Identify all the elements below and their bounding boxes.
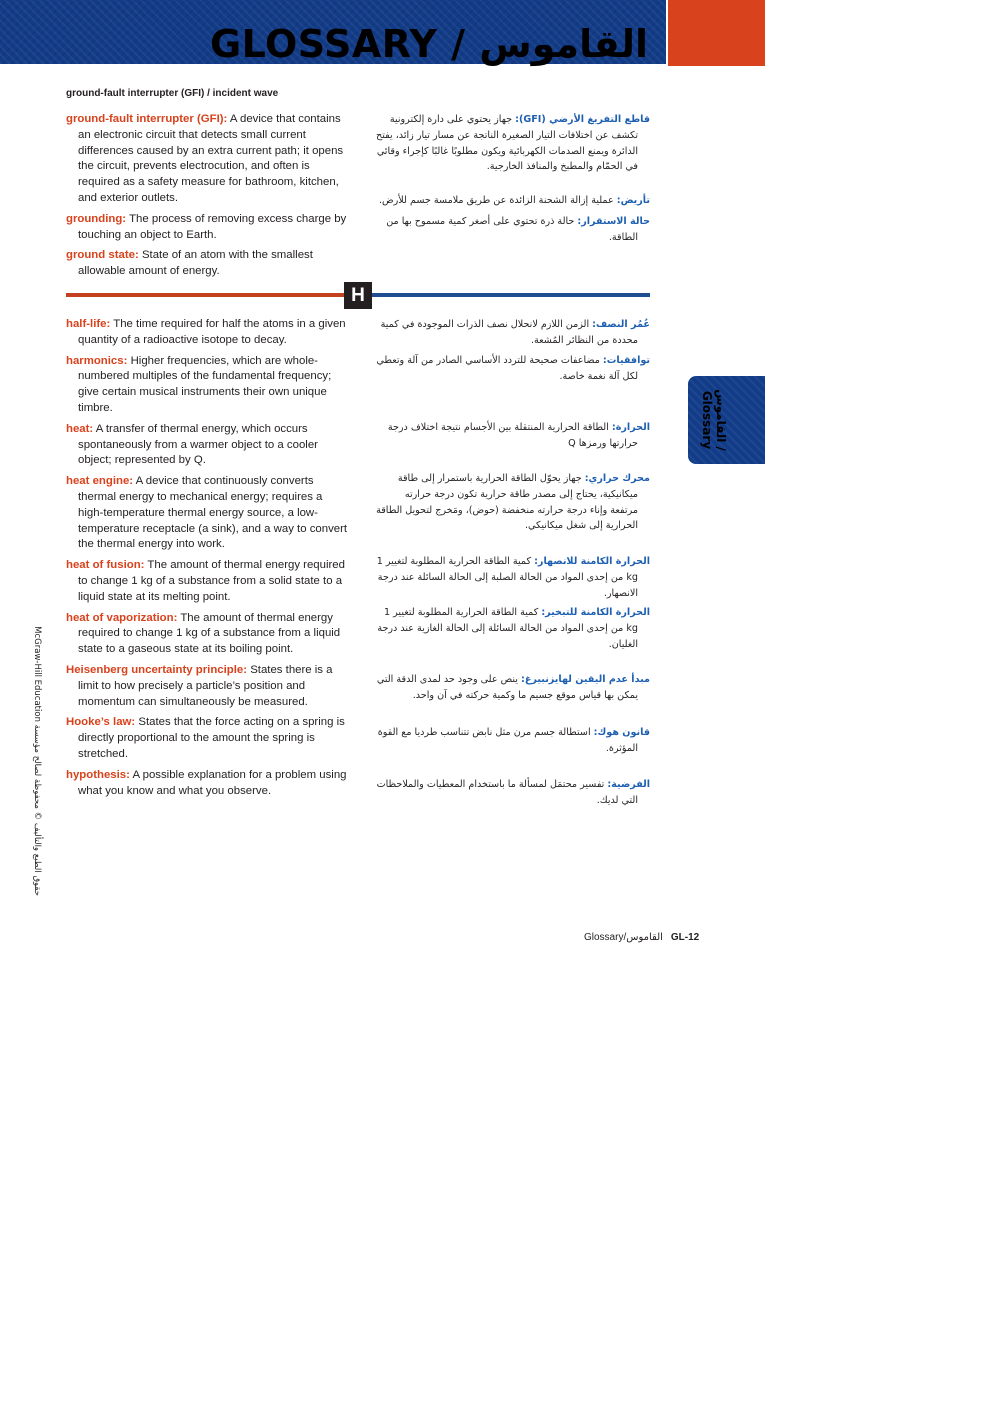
glossary-entry-arabic — [376, 420, 650, 452]
glossary-definition-arabic: جهاز يحتوي على دارة إلكترونية تكشف عن اختلافات التيار الصغيرة الناتجة عن مسار تيار زائد، يفتح الدائرة ويمنع الصدمات الكهربائية ويكون مطلوبًا غالبًا كإجراء وقائي في الحمّام والمطبخ والمنافذ الخارجية. — [376, 114, 638, 173]
glossary-term-arabic: محرك حراري: — [584, 473, 650, 484]
glossary-side-tab — [688, 376, 765, 464]
glossary-term: hypothesis: — [66, 768, 130, 781]
glossary-definition-arabic: تفسير محتمَل لمسألة ما باستخدام المعطيات والملاحظات التي لديك. — [376, 779, 638, 806]
glossary-definition: State of an atom with the smallest allowable amount of energy. — [78, 249, 313, 278]
glossary-term-arabic: مبدأ عدم اليقين لهايزنبيرغ: — [521, 674, 650, 685]
glossary-term-arabic: قانون هوك: — [593, 727, 650, 738]
glossary-definition: Higher frequencies, which are whole-numbered multiples of the fundamental frequency; give certain musical instruments their own unique timbre. — [78, 354, 332, 414]
glossary-definition-arabic: ينص على وجود حد لمدى الدقة التي يمكن بها قياس موقع جسيم ما وكمية حركته في آن واحد. — [376, 674, 638, 701]
glossary-entry-arabic — [376, 554, 650, 601]
glossary-entry-arabic — [376, 777, 650, 809]
glossary-term-arabic: الحرارة: — [611, 422, 650, 433]
glossary-entry-arabic — [376, 471, 650, 534]
glossary-term: harmonics: — [66, 354, 128, 367]
glossary-term: ground state: — [66, 249, 139, 262]
section-h-arabic-2 — [376, 420, 650, 452]
glossary-entry — [66, 248, 348, 280]
header-band — [0, 0, 666, 66]
glossary-term: Hooke’s law: — [66, 716, 136, 729]
glossary-definition: States there is a limit to how precisely a particle’s position and momentum can simultaneously be measured. — [78, 663, 333, 708]
section-h-arabic-6 — [376, 672, 650, 704]
glossary-definition: A device that continuously converts thermal energy to mechanical energy; requires a high-temperature thermal energy source, a low-temperature receptacle (a sink), and a way to convert the thermal energy into work. — [78, 475, 348, 551]
glossary-definition: States that the force acting on a spring is directly proportional to the amount the spring is stretched. — [78, 716, 345, 760]
glossary-definition-arabic: الزمن اللازم لانحلال نصف الذرات الموجودة في كمية محددة من النظائر المُشعة. — [380, 319, 638, 346]
glossary-entry — [66, 354, 348, 417]
glossary-definition: The process of removing excess charge by touching an object to Earth. — [78, 212, 347, 241]
footer-label: Glossary/القاموس — [584, 932, 663, 943]
section-h-arabic-8 — [376, 777, 650, 809]
section-h-english — [66, 317, 348, 799]
section-h-arabic-3 — [376, 471, 650, 534]
side-tab-english: Glossary — [700, 390, 714, 450]
glossary-definition: The amount of thermal energy required to change 1 kg of a substance from a liquid state to a gaseous state at its boiling point. — [78, 611, 341, 656]
glossary-definition: The amount of thermal energy required to change 1 kg of a substance from a solid state to a liquid state at its melting point. — [78, 559, 345, 603]
page-footer — [584, 932, 699, 943]
glossary-definition-arabic: كمية الطاقة الحرارية المطلوبة لتغيير 1 kg من إحدى المواد من الحالة السائلة إلى الحالة الغازية عند درجة الغليان. — [377, 607, 638, 650]
divider-rule-left — [66, 293, 344, 297]
glossary-entry-arabic — [376, 725, 650, 757]
glossary-term-arabic: حالة الاستقرار: — [577, 215, 650, 227]
glossary-entry — [66, 474, 348, 553]
glossary-entry-arabic — [376, 353, 650, 385]
section-h-arabic-5 — [376, 605, 650, 652]
section-letter: H — [344, 282, 372, 309]
header-accent-block — [668, 0, 765, 66]
glossary-term: ground-fault interrupter (GFI): — [66, 113, 228, 125]
glossary-definition: A transfer of thermal energy, which occurs spontaneously from a warmer object to a cooler object; represented by Q. — [78, 422, 318, 467]
glossary-definition: The time required for half the atoms in a given quantity of a radioactive isotope to decay. — [78, 318, 346, 346]
section-h-arabic-0 — [376, 317, 650, 349]
glossary-entry — [66, 558, 348, 605]
section-h-arabic-7 — [376, 725, 650, 757]
glossary-term: half-life: — [66, 318, 111, 330]
glossary-term-arabic: الحرارة الكامنة للانصهار: — [534, 556, 650, 567]
glossary-definition-arabic: الطاقة الحرارية المنتقلة بين الأجسام نتيجة اختلاف درجة حرارتها ورمزها Q — [387, 422, 638, 449]
glossary-term-arabic: قاطع التفريغ الأرضي (GFI): — [515, 114, 650, 125]
glossary-entry — [66, 663, 348, 710]
glossary-term-arabic: الفرضية: — [607, 779, 650, 790]
glossary-term: Heisenberg uncertainty principle: — [66, 663, 248, 676]
glossary-term: heat engine: — [66, 475, 134, 488]
side-tab-label — [700, 376, 728, 464]
glossary-entry-arabic — [376, 605, 650, 652]
glossary-definition-arabic: مضاعفات صحيحة للتردد الأساسي الصادر من آلة وتعطي لكل آلة نغمة خاصة. — [376, 355, 638, 382]
glossary-entry — [66, 212, 348, 244]
section-g-arabic — [376, 112, 650, 246]
copyright-notice: حقوق الطبع والتأليف © محفوظة لصالح مؤسسة McGraw-Hill Education — [32, 626, 42, 896]
section-h-arabic-1 — [376, 353, 650, 385]
glossary-term-arabic: تأريض: — [616, 195, 650, 207]
glossary-term-arabic: عُمُر النصف: — [592, 319, 650, 330]
glossary-entry — [66, 112, 348, 207]
letter-divider — [66, 282, 650, 310]
glossary-entry — [66, 715, 348, 762]
glossary-term-arabic: توافقيات: — [602, 355, 650, 366]
divider-rule-right — [372, 293, 650, 297]
section-h-arabic-4 — [376, 554, 650, 601]
glossary-term: grounding: — [66, 212, 127, 225]
page-title: GLOSSARY / القاموس — [209, 22, 648, 66]
glossary-entry-arabic — [376, 112, 650, 175]
glossary-entry — [66, 768, 348, 800]
glossary-definition: A device that contains an electronic circuit that detects small current differences caused by an extra current path; it opens the circuit, prevents electrocution, and often is required as a safety measure for bathroom, kitchen, and exterior outlets. — [78, 113, 344, 204]
glossary-entry-arabic — [376, 317, 650, 349]
glossary-term: heat: — [66, 422, 94, 435]
glossary-definition-arabic: حالة ذرة تحتوي على أصغر كمية مسموح بها من الطاقة. — [386, 215, 638, 243]
glossary-definition-arabic: عملية إزالة الشحنة الزائدة عن طريق ملامسة جسم للأرض. — [378, 195, 617, 207]
page-number: GL-12 — [670, 932, 700, 943]
guide-words: ground-fault interrupter (GFI) / incident wave — [66, 88, 279, 99]
glossary-entry-arabic — [376, 214, 650, 246]
glossary-term-arabic: الحرارة الكامنة للتبخير: — [541, 607, 650, 618]
glossary-entry-arabic — [376, 193, 650, 209]
glossary-definition-arabic: جهاز يحوّل الطاقة الحرارية باستمرار إلى طاقة ميكانيكية، يحتاج إلى مصدر طاقة حرارية تكون درجة حرارته مرتفعة وإناء درجة حرارته منخفضة (حوض)، ومَخرج لتحويل الطاقة الحرارية إلى شغل ميكانيكي. — [376, 473, 638, 532]
glossary-term: heat of fusion: — [66, 559, 145, 572]
glossary-definition-arabic: كمية الطاقة الحرارية المطلوبة لتغيير 1 kg من إحدى المواد من الحالة الصلبة إلى الحالة السائلة عند درجة الانصهار. — [376, 556, 638, 599]
side-tab-arabic: القاموس / — [714, 389, 728, 451]
glossary-definition: A possible explanation for a problem using what you know and what you observe. — [78, 768, 347, 797]
glossary-entry — [66, 317, 348, 349]
glossary-entry — [66, 422, 348, 469]
glossary-definition-arabic: استطالة جسم مرن مثل نابض تتناسب طرديا مع القوة المؤثرة. — [377, 727, 638, 754]
glossary-term: heat of vaporization: — [66, 611, 178, 624]
glossary-entry-arabic — [376, 672, 650, 704]
section-g-english — [66, 112, 348, 280]
glossary-entry — [66, 611, 348, 658]
